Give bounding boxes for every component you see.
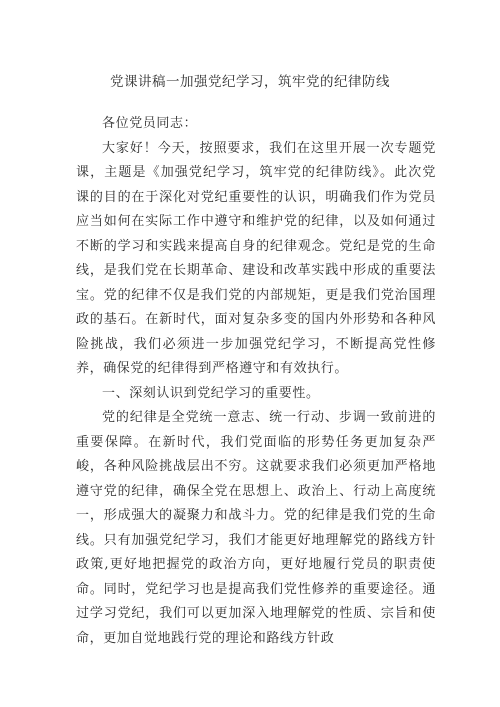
document-body	[76, 112, 436, 651]
document-title: 党课讲稿一加强党纪学习，筑牢党的纪律防线	[110, 74, 390, 90]
section-paragraph: 党的纪律是全党统一意志、统一行动、步调一致前进的重要保障。在新时代，我们党面临的形势任务更加复杂严峻，各种风险挑战层出不穷。这就要求我们必须更加严格地遵守党的纪律，确保全党在思想上、政治上、行动上高度统一，形成强大的凝聚力和战斗力。党的纪律是我们党的生命线。只有加强党纪学习，我们才能更好地理解党的路线方针政策,更好地把握党的政治方向，更好地履行党员的职责使命。同时，党纪学习也是提高我们党性修养的重要途径。通过学习党纪，我们可以更加深入地理解党的性质、宗旨和使命，更加自觉地践行党的理论和路线方针政	[76, 410, 436, 646]
section-heading: 一、深刻认识到党纪学习的重要性。	[102, 385, 320, 401]
salutation-paragraph: 各位党员同志：	[102, 116, 198, 131]
intro-paragraph: 大家好！今天，按照要求，我们在这里开展一次专题党课，主题是《加强党纪学习，筑牢党的纪律防线》。此次党课的目的在于深化对党纪重要性的认识，明确我们作为党员应当如何在实际工作中遵守和维护党的纪律，以及如何通过不断的学习和实践来提高自身的纪律观念。党纪是党的生命线，是我们党在长期革命、建设和改革实践中形成的重要法宝。党的纪律不仅是我们党的内部规矩，更是我们党治国理政的基石。在新时代，面对复杂多变的国内外形势和各种风险挑战，我们必须进一步加强党纪学习，不断提高党性修养，确保党的纪律得到严格遵守和有效执行。	[76, 140, 436, 376]
